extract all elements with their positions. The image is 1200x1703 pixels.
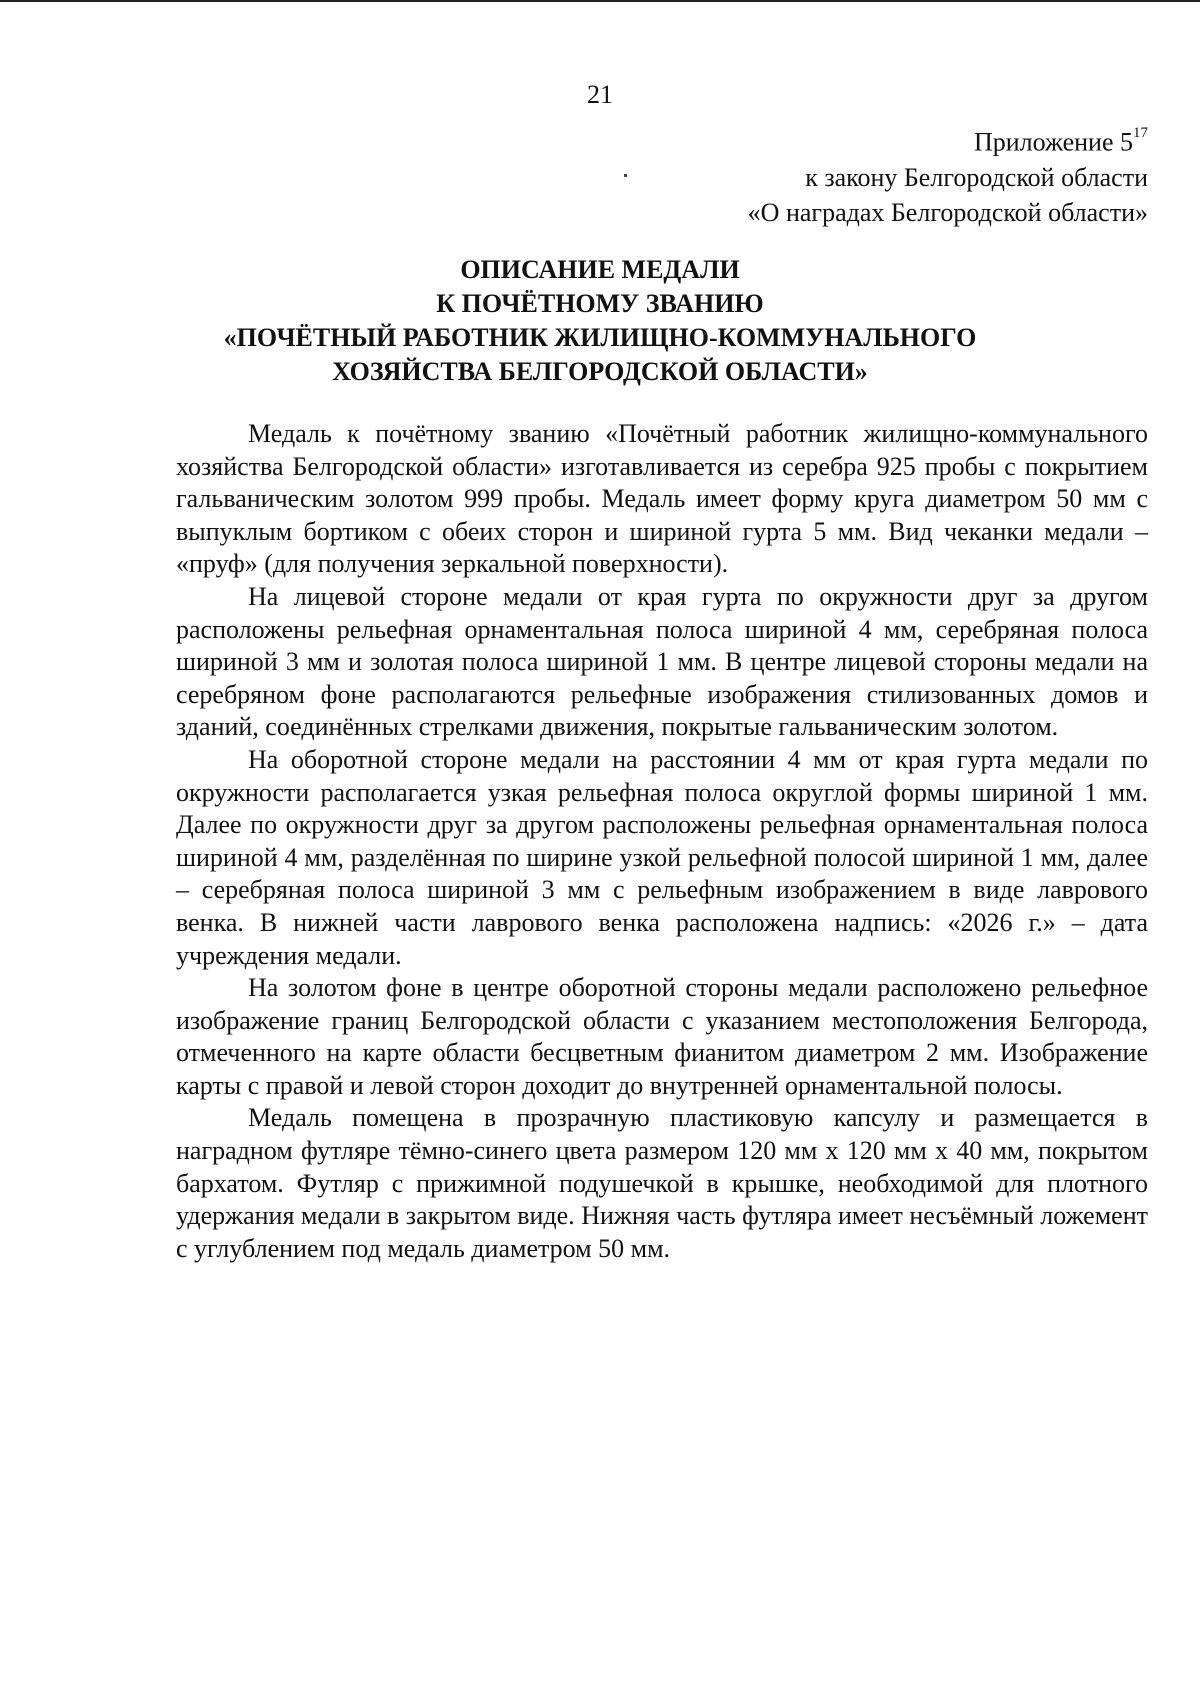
title-line-4: ХОЗЯЙСТВА БЕЛГОРОДСКОЙ ОБЛАСТИ» <box>332 357 868 386</box>
title-line-2: К ПОЧЁТНОМУ ЗВАНИЮ <box>436 289 764 318</box>
title-line-3: «ПОЧЁТНЫЙ РАБОТНИК ЖИЛИЩНО-КОММУНАЛЬНОГО <box>223 323 977 352</box>
appendix-line-3: «О наградах Белгородской области» <box>747 197 1148 227</box>
title-line-1: ОПИСАНИЕ МЕДАЛИ <box>460 255 740 284</box>
appendix-superscript: 17 <box>1133 125 1148 141</box>
appendix-line-1 <box>748 120 1148 160</box>
paragraph-1: Медаль к почётному званию «Почётный работник жилищно-коммунального хозяйства Белгородской области» изготавливается из серебра 925 пробы с покрытием гальваническим золотом 999 пробы. Медаль имеет форму круга диаметром 50 мм с выпуклым бортиком с обеих сторон и шириной гурта 5 мм. Вид чеканки медали – «пруф» (для получения зеркальной поверхности). <box>176 419 1148 579</box>
appendix-line-2: к закону Белгородской области <box>805 162 1148 192</box>
paragraph-3: На оборотной стороне медали на расстоянии 4 мм от края гурта медали по окружности располагается узкая рельефная полоса округлой формы шириной 1 мм. Далее по окружности друг за другом расположены рельефная орнаментальная полоса шириной 4 мм, разделённая по ширине узкой рельефной полосой шириной 1 мм, далее – серебряная полоса шириной 3 мм с рельефным изображением в виде лаврового венка. В нижней части лаврового венка расположена надпись: «2026 г.» – дата учреждения медали. <box>176 744 1148 970</box>
appendix-label: Приложение 5 <box>973 127 1133 157</box>
paragraph-4: На золотом фоне в центре оборотной стороны медали расположено рельефное изображение границ Белгородской области с указанием местоположения Белгорода, отмеченного на карте области бесцветным фианитом диаметром 2 мм. Изображение карты с правой и левой сторон доходит до внутренней орнаментальной полосы. <box>176 973 1148 1100</box>
paragraph-2: На лицевой стороне медали от края гурта по окружности друг за другом расположены рельефная орнаментальная полоса шириной 4 мм, серебряная полоса шириной 3 мм и золотая полоса шириной 1 мм. В центре лицевой стороны медали на серебряном фоне располагаются рельефные изображения стилизованных домов и зданий, соединённых стрелками движения, покрытые гальваническим золотом. <box>176 581 1148 742</box>
scan-speck <box>624 174 627 177</box>
document-title <box>0 253 1200 389</box>
page-number: 21 <box>587 80 613 109</box>
document-body <box>176 418 1148 1265</box>
top-border-line <box>0 0 1200 2</box>
paragraph-5: Медаль помещена в прозрачную пластиковую капсулу и размещается в наградном футляре тёмно-синего цвета размером 120 мм х 120 мм х 40 мм, покрытом бархатом. Футляр с прижимной подушечкой в крышке, необходимой для плотного удержания медали в закрытом виде. Нижняя часть футляра имеет несъёмный ложемент с углублением под медаль диаметром 50 мм. <box>176 1103 1148 1263</box>
appendix-header <box>748 120 1148 230</box>
